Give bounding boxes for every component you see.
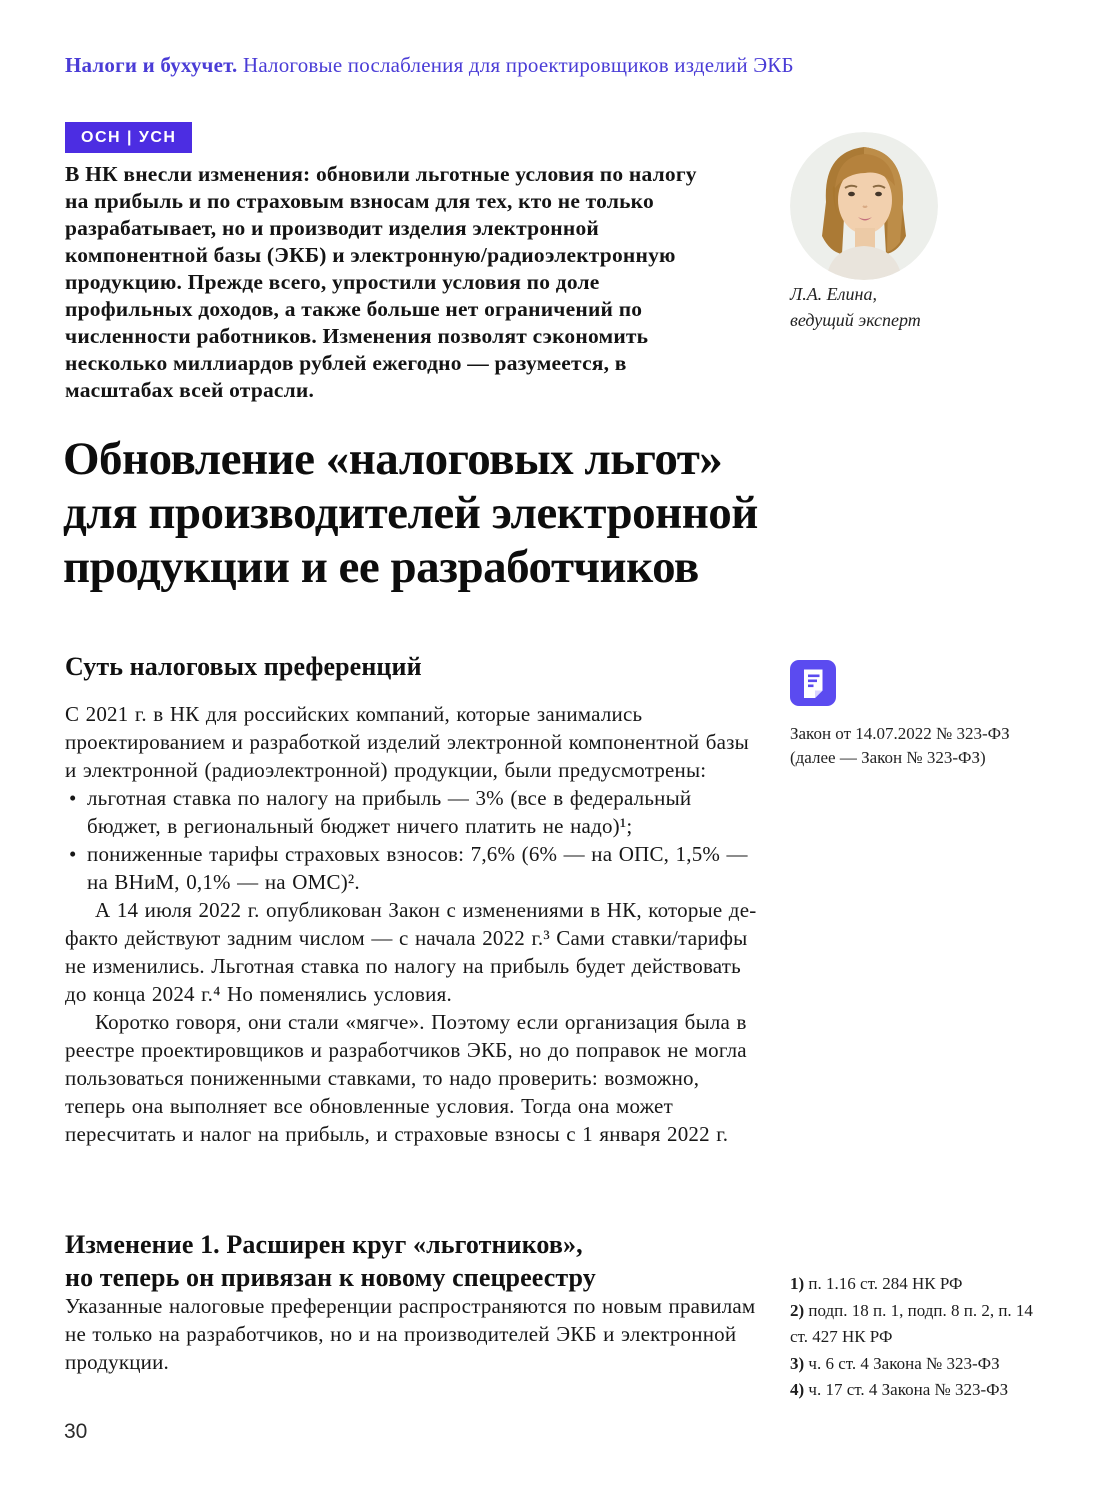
section-2-body xyxy=(65,1292,765,1376)
footnote-text: п. 1.16 ст. 284 НК РФ xyxy=(808,1274,963,1293)
list-item-text: льготная ставка по налогу на прибыль — 3% (все в федеральный бюджет, в региональный бюджет ничего платить не надо)¹; xyxy=(87,786,692,838)
law-document-icon xyxy=(790,660,836,706)
bullet-icon: • xyxy=(69,842,77,866)
section-1-title: Суть налоговых преференций xyxy=(65,652,422,681)
article-title-line: продукции и ее разработчиков xyxy=(63,541,699,593)
article-title xyxy=(63,432,1063,594)
section-2-title-line: Изменение 1. Расширен круг «льготников», xyxy=(65,1230,583,1259)
footnote xyxy=(790,1377,1055,1404)
footnote-text: ч. 6 ст. 4 Закона № 323-ФЗ xyxy=(808,1353,1000,1373)
footnote xyxy=(790,1351,1055,1378)
page-number: 30 xyxy=(64,1420,88,1443)
author-name: Л.А. Елина, xyxy=(790,284,877,304)
sidebar-law-note xyxy=(790,660,1042,770)
paragraph: А 14 июля 2022 г. опубликован Закон с изменениями в НК, которые де-факто действуют задним числом — с начала 2022 г.³ Сами ставки/тарифы не изменились. Льготная ставка по налогу на прибыль будет действовать до конца 2024 г.⁴ Но поменялись условия. xyxy=(65,898,757,1006)
author-caption xyxy=(790,281,1030,333)
footnote xyxy=(790,1271,1055,1298)
author-photo xyxy=(790,132,938,280)
page-kicker xyxy=(65,52,965,78)
tax-regime-badge: ОСН | УСН xyxy=(65,122,192,153)
paragraph: Указанные налоговые преференции распространяются по новым правилам не только на разработчиков, но и на производителей ЭКБ и электронной продукции. xyxy=(65,1294,756,1374)
section-1-body xyxy=(65,700,765,1148)
law-note-text: Закон от 14.07.2022 № 323-ФЗ (далее — Закон № 323-ФЗ) xyxy=(790,724,1010,767)
footnote xyxy=(790,1298,1055,1351)
list-item xyxy=(65,784,765,840)
footnote-number: 4) xyxy=(790,1380,805,1399)
section-2-title xyxy=(65,1228,805,1294)
paragraph: С 2021 г. в НК для российских компаний, которые занимались проектированием и разработкой изделий электронной компонентной базы и электронной (радиоэлектронной) продукции, были предусмотрены: xyxy=(65,702,749,782)
author-role: ведущий эксперт xyxy=(790,310,921,330)
list-item-text: пониженные тарифы страховых взносов: 7,6% (6% — на ОПС, 1,5% — на ВНиМ, 0,1% — на ОМС)². xyxy=(87,842,748,894)
list-item xyxy=(65,840,765,896)
lead-paragraph: В НК внесли изменения: обновили льготные условия по налогу на прибыль и по страховым взносам для тех, кто не только разрабатывает, но и производит изделия электронной компонентной базы (ЭКБ) и электронную/радиоэлектронную продукцию. Прежде всего, упростили условия по доле профильных доходов, а также больше нет ограничений по численности работников. Изменения позволят сэкономить несколько миллиардов рублей ежегодно — разумеется, в масштабах всей отрасли. xyxy=(65,162,697,402)
section-2-title-line: но теперь он привязан к новому спецреестру xyxy=(65,1263,596,1292)
footnote-text: подп. 18 п. 1, подп. 8 п. 2, п. 14 ст. 427 НК РФ xyxy=(790,1300,1033,1346)
paragraph: Коротко говоря, они стали «мягче». Поэтому если организация была в реестре проектировщиков и разработчиков ЭКБ, но до поправок не могла пользоваться пониженными ставками, то надо проверить: возможно, теперь она выполняет все обновленные условия. Тогда она может пересчитать и налог на прибыль, и страховые взносы с 1 января 2022 г. xyxy=(65,1010,747,1146)
rubric-title: Налоги и бухучет. xyxy=(65,53,238,77)
article-title-line: для производителей электронной xyxy=(63,487,758,539)
footnote-text: ч. 17 ст. 4 Закона № 323-ФЗ xyxy=(808,1380,1009,1399)
article-title-line: Обновление «налоговых льгот» xyxy=(63,433,723,485)
bullet-icon: • xyxy=(69,786,77,810)
footnote-number: 1) xyxy=(790,1274,805,1293)
footnote-number: 3) xyxy=(790,1353,805,1373)
footnotes xyxy=(790,1271,1055,1404)
article-topic: Налоговые послабления для проектировщиков изделий ЭКБ xyxy=(242,53,794,77)
portrait-illustration xyxy=(790,132,938,280)
footnote-number: 2) xyxy=(790,1300,805,1320)
